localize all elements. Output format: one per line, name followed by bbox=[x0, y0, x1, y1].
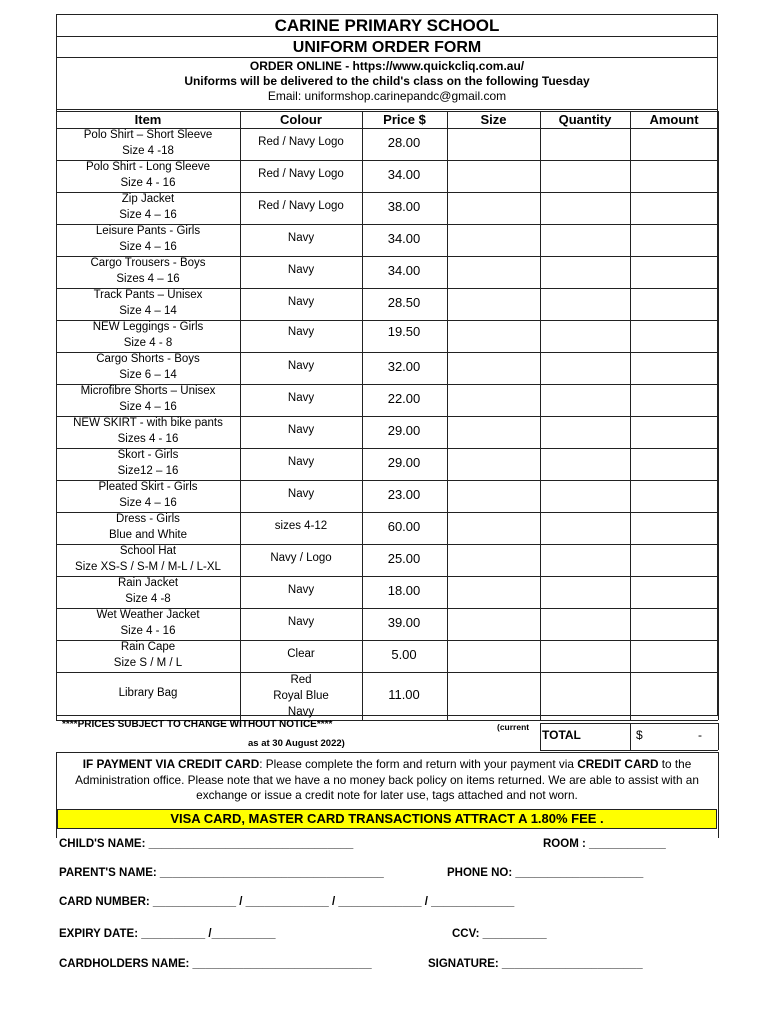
room-field[interactable]: ROOM : ____________ bbox=[543, 838, 666, 850]
child-name-field[interactable]: CHILD'S NAME: ________________________________ bbox=[59, 838, 354, 850]
total-box-bottom bbox=[540, 750, 718, 751]
item-name-line1: Pleated Skirt - Girls bbox=[98, 481, 198, 493]
item-name bbox=[57, 640, 239, 671]
item-name-line1: Cargo Shorts - Boys bbox=[96, 353, 200, 365]
total-value[interactable]: - bbox=[698, 728, 702, 742]
amount-cell[interactable] bbox=[631, 129, 717, 160]
size-cell[interactable] bbox=[448, 321, 539, 352]
item-colour: Red / Navy Logo bbox=[258, 136, 344, 148]
quantity-cell[interactable] bbox=[541, 385, 629, 416]
item-name-line1: Leisure Pants - Girls bbox=[95, 225, 201, 237]
order-online-text: ORDER ONLINE - https://www.quickcliq.com.au/ bbox=[249, 59, 525, 73]
payment-text-1: : Please complete the form and return with your payment via bbox=[259, 757, 578, 771]
quantity-cell[interactable] bbox=[541, 289, 629, 320]
size-cell[interactable] bbox=[448, 673, 539, 720]
amount-cell[interactable] bbox=[631, 161, 717, 192]
amount-cell[interactable] bbox=[631, 609, 717, 640]
quantity-cell[interactable] bbox=[541, 225, 629, 256]
current-note: (current bbox=[497, 722, 530, 732]
cardholder-name-field[interactable]: CARDHOLDERS NAME: ____________________________ bbox=[59, 958, 372, 970]
quantity-cell[interactable] bbox=[541, 673, 629, 720]
item-name-line1: Skort - Girls bbox=[117, 449, 179, 461]
item-name bbox=[57, 352, 239, 383]
item-colour: Red / Navy Logo bbox=[258, 168, 344, 180]
item-name-line1: Rain Cape bbox=[120, 641, 176, 653]
size-cell[interactable] bbox=[448, 577, 539, 608]
item-colour: Red / Navy Logo bbox=[258, 200, 344, 212]
item-name bbox=[57, 448, 239, 479]
item-name-line1: Zip Jacket bbox=[121, 193, 175, 205]
amount-cell[interactable] bbox=[631, 481, 717, 512]
item-size-line: Size S / M / L bbox=[113, 656, 183, 669]
item-size-line: Size 6 – 14 bbox=[119, 368, 177, 381]
expiry-date-field[interactable]: EXPIRY DATE: __________ /__________ bbox=[59, 928, 276, 940]
quantity-cell[interactable] bbox=[541, 353, 629, 384]
table-column-divider bbox=[718, 111, 719, 720]
amount-cell[interactable] bbox=[631, 321, 717, 352]
column-header-quantity: Quantity bbox=[558, 112, 612, 127]
total-box-mid bbox=[630, 723, 631, 750]
quantity-cell[interactable] bbox=[541, 449, 629, 480]
item-name bbox=[57, 160, 239, 191]
item-price: 28.50 bbox=[387, 295, 421, 310]
quantity-cell[interactable] bbox=[541, 417, 629, 448]
amount-cell[interactable] bbox=[631, 225, 717, 256]
item-size-line: Size 4 - 16 bbox=[120, 624, 176, 637]
payment-box-top bbox=[56, 752, 718, 753]
size-cell[interactable] bbox=[448, 513, 539, 544]
size-cell[interactable] bbox=[448, 449, 539, 480]
quantity-cell[interactable] bbox=[541, 577, 629, 608]
item-price: 39.00 bbox=[387, 615, 421, 630]
item-colour: Navy bbox=[287, 232, 315, 244]
parent-name-field[interactable]: PARENT'S NAME: ___________________________________ bbox=[59, 867, 384, 879]
item-colour: Navy bbox=[287, 616, 315, 628]
quantity-cell[interactable] bbox=[541, 257, 629, 288]
item-size-line: Size 4 – 16 bbox=[119, 208, 177, 221]
item-name bbox=[57, 128, 239, 159]
item-name bbox=[57, 224, 239, 255]
payment-heading: IF PAYMENT VIA CREDIT CARD bbox=[82, 757, 260, 771]
amount-cell[interactable] bbox=[631, 577, 717, 608]
item-name-line1: NEW Leggings - Girls bbox=[92, 321, 204, 333]
size-cell[interactable] bbox=[448, 353, 539, 384]
item-name bbox=[57, 416, 239, 447]
quantity-cell[interactable] bbox=[541, 161, 629, 192]
column-header-amount: Amount bbox=[649, 112, 699, 127]
size-cell[interactable] bbox=[448, 545, 539, 576]
item-name bbox=[57, 192, 239, 223]
item-name bbox=[57, 608, 239, 639]
item-price: 22.00 bbox=[387, 391, 421, 406]
quantity-cell[interactable] bbox=[541, 481, 629, 512]
item-size-line: Size 4 – 16 bbox=[119, 240, 177, 253]
item-colour: Navy bbox=[287, 360, 315, 372]
item-colour: Navy bbox=[287, 392, 315, 404]
item-colour: Navy bbox=[287, 296, 315, 308]
payment-text-2: to the bbox=[658, 757, 692, 771]
size-cell[interactable] bbox=[448, 161, 539, 192]
item-colour: Navy bbox=[287, 264, 315, 276]
item-size-line: Size 4 - 16 bbox=[120, 176, 176, 189]
amount-cell[interactable] bbox=[631, 417, 717, 448]
item-colour: Red bbox=[290, 674, 312, 686]
amount-cell[interactable] bbox=[631, 193, 717, 224]
card-fee-banner: VISA CARD, MASTER CARD TRANSACTIONS ATTRACT A 1.80% FEE . bbox=[57, 809, 717, 829]
size-cell[interactable] bbox=[448, 193, 539, 224]
form-title: UNIFORM ORDER FORM bbox=[57, 37, 717, 58]
item-size-line: Size 4 - 8 bbox=[123, 336, 173, 349]
item-price: 60.00 bbox=[387, 519, 421, 534]
item-colour: Navy bbox=[287, 706, 315, 718]
amount-cell[interactable] bbox=[631, 449, 717, 480]
item-price: 34.00 bbox=[387, 231, 421, 246]
total-box-right bbox=[718, 723, 719, 750]
email-text: Email: uniformshop.carinepandc@gmail.com bbox=[267, 89, 507, 103]
item-size-line: Size 4 – 16 bbox=[119, 400, 177, 413]
payment-credit-card: CREDIT CARD bbox=[577, 757, 659, 771]
item-price: 23.00 bbox=[387, 487, 421, 502]
column-header-colour: Colour bbox=[280, 112, 322, 127]
item-price: 11.00 bbox=[388, 687, 420, 702]
size-cell[interactable] bbox=[448, 609, 539, 640]
amount-cell[interactable] bbox=[631, 289, 717, 320]
item-name-line1: NEW SKIRT - with bike pants bbox=[73, 417, 223, 429]
item-name bbox=[57, 320, 239, 351]
quantity-cell[interactable] bbox=[541, 129, 629, 160]
item-colour: Navy bbox=[287, 326, 315, 338]
ccv-field[interactable]: CCV: __________ bbox=[452, 928, 547, 940]
payment-box-right bbox=[718, 752, 719, 838]
payment-line-3: exchange or issue a credit note for later use, tags attached and not worn. bbox=[196, 788, 578, 802]
total-label: TOTAL bbox=[542, 728, 581, 742]
column-header-item: Item bbox=[134, 112, 162, 127]
item-colour: Navy bbox=[287, 584, 315, 596]
item-name bbox=[57, 512, 239, 543]
column-header-price: Price $ bbox=[383, 112, 426, 127]
item-size-line: Size12 – 16 bbox=[117, 464, 179, 477]
item-colour: sizes 4-12 bbox=[274, 520, 328, 532]
item-price: 32.00 bbox=[387, 359, 421, 374]
item-size-line: Size 4 – 16 bbox=[119, 496, 177, 509]
item-colour: Clear bbox=[287, 648, 315, 660]
column-header-size: Size bbox=[480, 112, 507, 127]
price-notice: ****PRICES SUBJECT TO CHANGE WITHOUT NOTICE**** bbox=[62, 719, 333, 730]
amount-cell[interactable] bbox=[631, 641, 717, 672]
delivery-text: Uniforms will be delivered to the child's class on the following Tuesday bbox=[184, 74, 590, 88]
item-colour: Royal Blue bbox=[273, 690, 329, 702]
size-cell[interactable] bbox=[448, 417, 539, 448]
size-cell[interactable] bbox=[448, 129, 539, 160]
item-name bbox=[57, 256, 239, 287]
item-name bbox=[57, 544, 239, 575]
item-size-line: Sizes 4 – 16 bbox=[116, 272, 180, 285]
item-colour: Navy bbox=[287, 456, 315, 468]
price-date: as at 30 August 2022) bbox=[248, 738, 345, 749]
amount-cell[interactable] bbox=[631, 385, 717, 416]
size-cell[interactable] bbox=[448, 481, 539, 512]
amount-cell[interactable] bbox=[631, 673, 717, 720]
item-colour: Navy / Logo bbox=[270, 552, 332, 564]
amount-cell[interactable] bbox=[631, 513, 717, 544]
item-price: 18.00 bbox=[387, 583, 421, 598]
quantity-cell[interactable] bbox=[541, 513, 629, 544]
total-box-top bbox=[540, 723, 718, 724]
item-price: 34.00 bbox=[387, 263, 421, 278]
item-name bbox=[57, 576, 239, 607]
quantity-cell[interactable] bbox=[541, 641, 629, 672]
item-name-line1: Track Pants – Unisex bbox=[93, 289, 203, 301]
item-colour: Navy bbox=[287, 488, 315, 500]
payment-line-2: Administration office. Please note that we have a no money back policy on items returned. We are able to assist with an bbox=[75, 772, 699, 787]
item-price: 38.00 bbox=[387, 199, 421, 214]
phone-field[interactable]: PHONE NO: ____________________ bbox=[447, 867, 644, 879]
item-colour: Navy bbox=[287, 424, 315, 436]
signature-field[interactable]: SIGNATURE: ______________________ bbox=[428, 958, 643, 970]
item-name-line1: Cargo Trousers - Boys bbox=[90, 257, 206, 269]
item-size-line: Size 4 – 14 bbox=[119, 304, 177, 317]
item-price: 29.00 bbox=[387, 423, 421, 438]
size-cell[interactable] bbox=[448, 641, 539, 672]
total-currency: $ bbox=[636, 728, 643, 742]
amount-cell[interactable] bbox=[631, 353, 717, 384]
size-cell[interactable] bbox=[448, 289, 539, 320]
item-size-line: Size 4 -8 bbox=[125, 592, 171, 605]
item-name-line1: Dress - Girls bbox=[116, 513, 180, 525]
item-name bbox=[57, 384, 239, 415]
item-name: Library Bag bbox=[118, 687, 178, 699]
quantity-cell[interactable] bbox=[541, 321, 629, 352]
size-cell[interactable] bbox=[448, 385, 539, 416]
item-price: 29.00 bbox=[387, 455, 421, 470]
quantity-cell[interactable] bbox=[541, 609, 629, 640]
total-box-left bbox=[540, 723, 541, 750]
item-size-line: Size XS-S / S-M / M-L / L-XL bbox=[75, 560, 221, 573]
card-number-field[interactable]: CARD NUMBER: _____________ / _____________ / _____________ / _____________ bbox=[59, 896, 515, 908]
item-price: 5.00 bbox=[391, 647, 417, 662]
item-name bbox=[57, 480, 239, 511]
quantity-cell[interactable] bbox=[541, 545, 629, 576]
size-cell[interactable] bbox=[448, 225, 539, 256]
item-price: 19.50 bbox=[387, 324, 421, 339]
school-title: CARINE PRIMARY SCHOOL bbox=[57, 15, 717, 37]
item-size-line: Sizes 4 - 16 bbox=[117, 432, 179, 445]
amount-cell[interactable] bbox=[631, 257, 717, 288]
item-name-line1: Polo Shirt - Long Sleeve bbox=[85, 161, 211, 173]
item-size-line: Blue and White bbox=[109, 528, 187, 541]
amount-cell[interactable] bbox=[631, 545, 717, 576]
item-price: 28.00 bbox=[387, 135, 421, 150]
payment-instructions bbox=[56, 757, 718, 804]
item-name bbox=[57, 288, 239, 319]
item-name-line1: Wet Weather Jacket bbox=[96, 609, 200, 621]
size-cell[interactable] bbox=[448, 257, 539, 288]
quantity-cell[interactable] bbox=[541, 193, 629, 224]
item-price: 25.00 bbox=[387, 551, 421, 566]
item-name-line1: Polo Shirt – Short Sleeve bbox=[83, 129, 213, 141]
item-price: 34.00 bbox=[387, 167, 421, 182]
item-size-line: Size 4 -18 bbox=[122, 144, 174, 157]
item-name-line1: School Hat bbox=[119, 545, 177, 557]
item-name-line1: Microfibre Shorts – Unisex bbox=[80, 385, 216, 397]
table-top-rule bbox=[56, 109, 718, 110]
item-name-line1: Rain Jacket bbox=[117, 577, 179, 589]
